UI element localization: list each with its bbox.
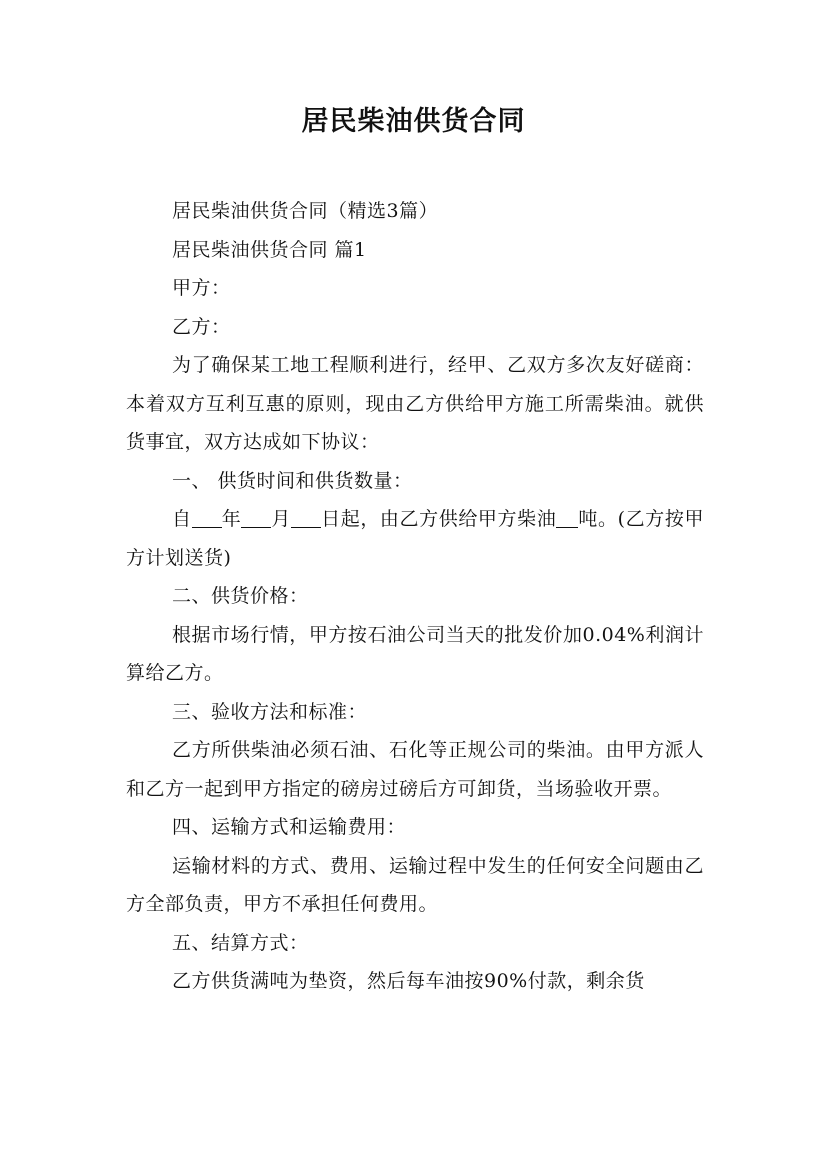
month-label: 月	[271, 508, 292, 530]
month-blank	[241, 507, 271, 528]
party-b-line: 乙方：	[172, 315, 231, 338]
section-1-body	[126, 500, 704, 577]
section-3-body: 乙方所供柴油必须石油、石化等正规公司的柴油。由甲方派人和乙方一起到甲方指定的磅房过磅后方可卸货，当场验收开票。	[126, 739, 704, 800]
year-label: 年	[221, 508, 242, 530]
day-blank	[291, 507, 321, 528]
section-1-heading: 一、 供货时间和供货数量：	[172, 469, 413, 492]
section-5-body: 乙方供货满吨为垫资，然后每车油按90%付款，剩余货	[172, 970, 645, 992]
section-4-heading: 四、运输方式和运输费用：	[172, 816, 407, 838]
tonnage-blank	[556, 507, 578, 528]
article-heading: 居民柴油供货合同 篇1	[172, 238, 367, 261]
document-title: 居民柴油供货合同	[301, 106, 526, 137]
section-3-heading: 三、验收方法和标准：	[172, 700, 368, 723]
day-supply-text: 日起，由乙方供给甲方柴油	[321, 508, 557, 530]
party-a-line: 甲方：	[172, 277, 231, 299]
collection-heading: 居民柴油供货合同（精选3篇）	[172, 200, 439, 222]
tonnage-text: 吨。(乙方按甲方计划送货)	[126, 508, 704, 569]
preamble-paragraph: 为了确保某工地工程顺利进行，经甲、乙双方多次友好磋商：本着双方互利互惠的原则，现由乙方供给甲方施工所需柴油。就供货事宜，双方达成如下协议：	[126, 354, 704, 453]
section-2-body: 根据市场行情，甲方按石油公司当天的批发价加0.04%利润计算给乙方。	[126, 623, 704, 684]
year-blank	[192, 507, 222, 528]
from-label: 自	[172, 508, 192, 530]
section-4-body: 运输材料的方式、费用、运输过程中发生的任何安全问题由乙方全部负责，甲方不承担任何费用。	[126, 854, 704, 915]
section-5-heading: 五、结算方式：	[172, 931, 309, 954]
document-body	[126, 192, 704, 1001]
section-2-heading: 二、供货价格：	[172, 585, 309, 607]
